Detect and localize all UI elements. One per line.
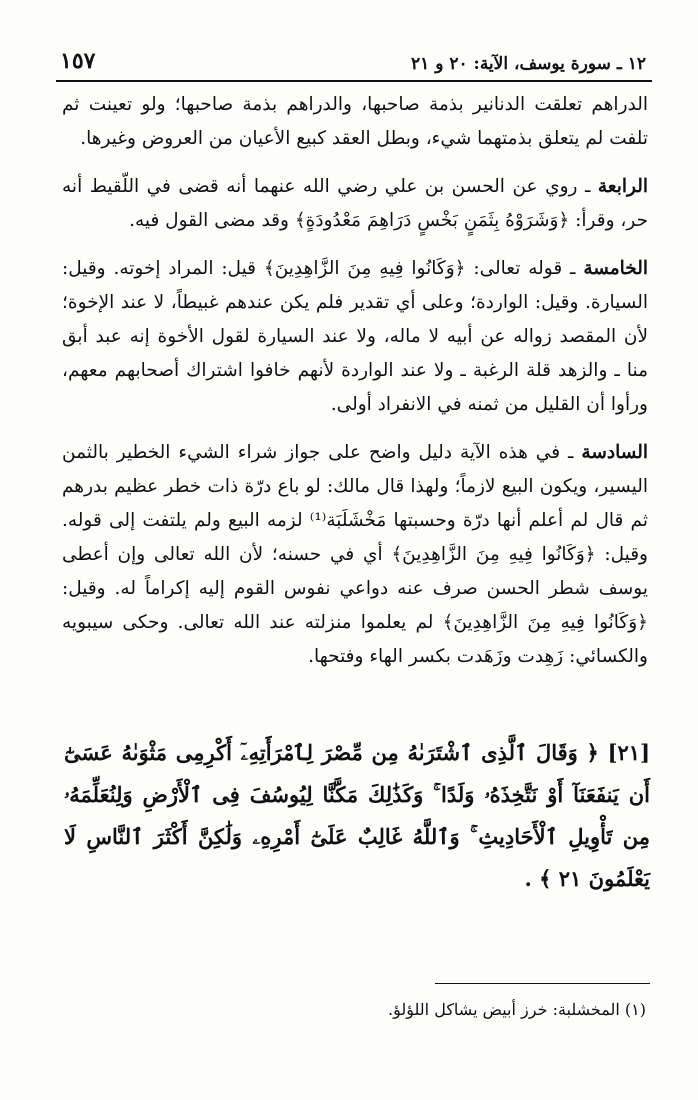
footnote: [56, 998, 646, 1022]
paragraph-sixth: [56, 436, 652, 674]
paragraph-fourth: [56, 170, 652, 238]
footnote-text: (١) المخشلبة: خرز أبيض يشاكل اللؤلؤ.: [388, 1000, 646, 1019]
footnote-divider: [435, 983, 650, 984]
paragraph-lead: الرابعة: [597, 176, 648, 197]
paragraph-continuation: [56, 88, 652, 156]
running-title: ١٢ ـ سورة يوسف، الآية: ٢٠ و ٢١: [411, 54, 646, 74]
paragraph-text: الدراهم تعلقت الدنانير بذمة صاحبها، والدراهم بذمة صاحبها؛ ولو تعينت ثم تلفت لم يتعلق بذمتهما شيء، وبطل العقد كبيع الأعيان من العروض وغيرها.: [62, 94, 648, 149]
paragraph-text: ـ قوله تعالى: ﴿وَكَانُوا فِيهِ مِنَ الزَّاهِدِينَ﴾ قيل: المراد إخوته. وقيل: السيارة. وقيل: الواردة؛ وعلى أي تقدير فلم يكن عندهم غبيطاً، لا عند الإخوة؛ لأن المقصد زواله عن أبيه لا ماله، ولا عند السيارة لقول الأخوة إنه عبد أبق منا ـ والزهد قلة الرغبة ـ ولا عند الواردة لأنهم خافوا اشتراك أصحابهم معهم، ورأوا أن القليل من ثمنه في الانفراد أولى.: [62, 258, 648, 415]
paragraph-lead: السادسة: [581, 442, 648, 463]
quran-verse: [56, 732, 652, 900]
verse-text: ﴿ وَقَالَ ٱلَّذِى ٱشْتَرَىٰهُ مِن مِّصْرَ لِٱمْرَأَتِهِۦٓ أَكْرِمِى مَثْوَىٰهُ عَسَىٰٓ أَن يَنفَعَنَآ أَوْ نَتَّخِذَهُۥ وَلَدًا ۚ وَكَذَٰلِكَ مَكَّنَّا لِيُوسُفَ فِى ٱلْأَرْضِ وَلِنُعَلِّمَهُۥ مِن تَأْوِيلِ ٱلْأَحَادِيثِ ۚ وَٱللَّهُ غَالِبٌ عَلَىٰٓ أَمْرِهِۦ وَلَٰكِنَّ أَكْثَرَ ٱلنَّاسِ لَا يَعْلَمُونَ ٢١ ﴾ .: [64, 740, 650, 891]
page-header: [56, 48, 652, 82]
paragraph-lead: الخامسة: [583, 258, 648, 279]
paragraph-text: ـ روي عن الحسن بن علي رضي الله عنهما أنه قضى في اللّقيط أنه حر، وقرأ: ﴿وَشَرَوْهُ بِثَمَنٍ بَخْسٍ دَرَاهِمَ مَعْدُودَةٍ﴾ وقد مضى القول فيه.: [62, 176, 648, 231]
verse-number: [٢١]: [607, 740, 651, 765]
paragraph-text: ـ في هذه الآية دليل واضح على جواز شراء الشيء الخطير بالثمن اليسير، ويكون البيع لازماً؛ ولهذا قال مالك: لو باع درّة ذات خطر عظيم بدرهم ثم قال لم أعلم أنها درّة وحسبتها مَخْشَلَبَة⁽¹⁾ لزمه البيع ولم يلتفت إلى قوله. وقيل: ﴿وَكَانُوا فِيهِ مِنَ الزَّاهِدِينَ﴾ أي في حسنه؛ لأن الله تعالى وإن أعطى يوسف شطر الحسن صرف عنه دواعي نفوس القوم إليه إكراماً له. وقيل: ﴿وَكَانُوا فِيهِ مِنَ الزَّاهِدِينَ﴾ لم يعلموا منزلته عند الله تعالى. وحكى سيبويه والكسائي: زَهِدت وزَهَدت بكسر الهاء وفتحها.: [62, 442, 648, 667]
paragraph-fifth: [56, 252, 652, 422]
page-number: ١٥٧: [60, 48, 96, 74]
